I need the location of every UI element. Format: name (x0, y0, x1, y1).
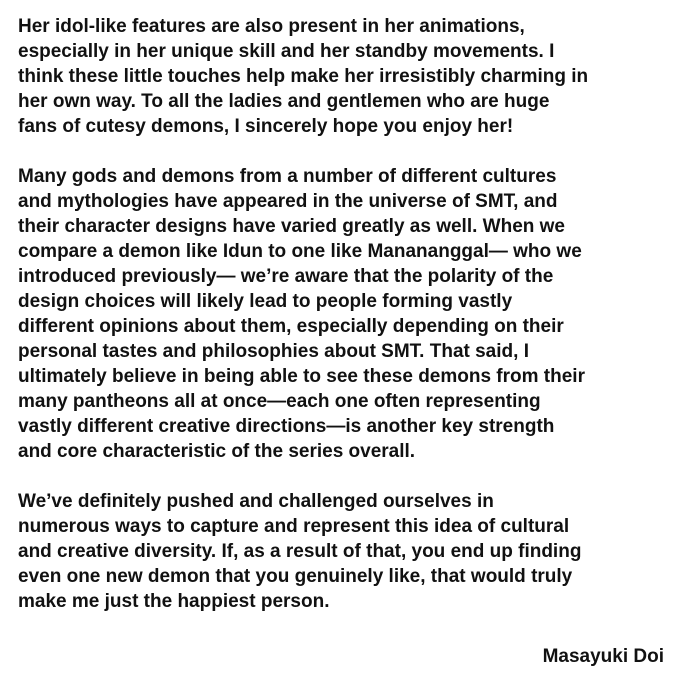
paragraph-1 (18, 14, 668, 139)
paragraph-line: fans of cutesy demons, I sincerely hope you enjoy her! (18, 116, 514, 137)
paragraph-line: Her idol-like features are also present in her animations, (18, 16, 525, 37)
paragraph-line: vastly different creative directions—is another key strength (18, 416, 555, 437)
paragraph-line: her own way. To all the ladies and gentlemen who are huge (18, 91, 550, 112)
paragraph-3 (18, 489, 668, 614)
author-signature: Masayuki Doi (542, 646, 664, 667)
paragraph-line: different opinions about them, especially depending on their (18, 316, 564, 337)
paragraph-line: design choices will likely lead to people forming vastly (18, 291, 513, 312)
paragraph-line: Many gods and demons from a number of different cultures (18, 166, 557, 187)
paragraph-line: compare a demon like Idun to one like Manananggal— who we (18, 241, 582, 262)
paragraph-line: We’ve definitely pushed and challenged ourselves in (18, 491, 494, 512)
paragraph-line: ultimately believe in being able to see these demons from their (18, 366, 585, 387)
paragraph-line: numerous ways to capture and represent this idea of cultural (18, 516, 570, 537)
paragraph-line: and mythologies have appeared in the universe of SMT, and (18, 191, 558, 212)
paragraph-line: and creative diversity. If, as a result of that, you end up finding (18, 541, 582, 562)
paragraph-2 (18, 164, 668, 464)
paragraph-line: personal tastes and philosophies about SMT. That said, I (18, 341, 529, 362)
paragraph-line: and core characteristic of the series overall. (18, 441, 416, 462)
document-body (18, 14, 668, 639)
paragraph-line: their character designs have varied greatly as well. When we (18, 216, 566, 237)
paragraph-line: many pantheons all at once—each one often representing (18, 391, 541, 412)
paragraph-line: introduced previously— we’re aware that the polarity of the (18, 266, 554, 287)
paragraph-line: especially in her unique skill and her standby movements. I (18, 41, 555, 62)
paragraph-line: think these little touches help make her irresistibly charming in (18, 66, 589, 87)
paragraph-line: even one new demon that you genuinely like, that would truly (18, 566, 573, 587)
paragraph-line: make me just the happiest person. (18, 591, 330, 612)
